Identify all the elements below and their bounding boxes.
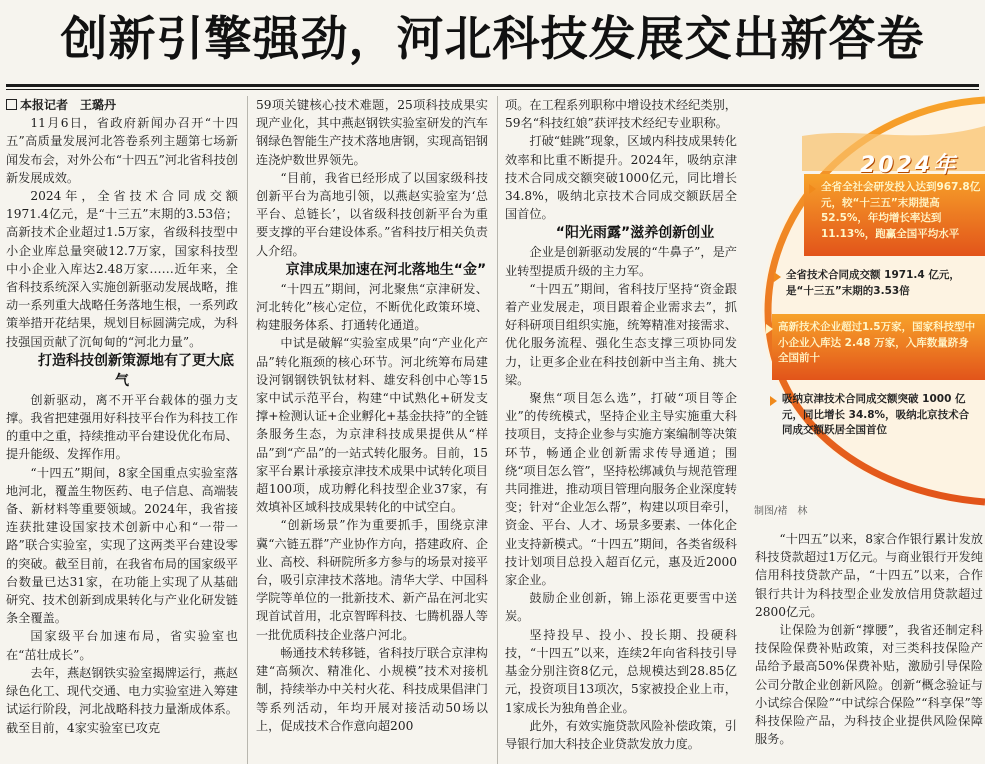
paragraph: 鼓励企业创新，锦上添花更要雪中送炭。 xyxy=(505,591,737,624)
infographic-item-text: 高新技术企业超过1.5万家，国家科技型中小企业入库达 2.48 万家，入库数量跻身全国前十 xyxy=(778,321,976,364)
section-subhead: 打造科技创新策源地有了更大底气 xyxy=(38,352,234,389)
paragraph: “创新场景”作为重要抓手，围绕京津冀“六链五群”产业协作方向，搭建政府、企业、高校、科研院所多方参与的场景对接平台，吸引京津技术落地。清华大学、中国科学院等单位的一批新技术、新产品在河北实现首试首用，北京智晖科技、七腾机器人等一批优质科技企业落户河北。 xyxy=(256,518,488,642)
paragraph: 2024年，全省技术合同成交额1971.4亿元，是“十三五”末期的3.53倍；高新技术企业超过1.5万家，省级科技型中小企业库总量突破12.7万家，国家科技型中小企业入库达2.48万家……近年来，全省科技系统深入实施创新驱动发展战略，推动一系列重大战略任务落地生根，一系列政策举措开花结果，规划目标圆满完成，为科技强国贡献了沉甸甸的“河北力量”。 xyxy=(6,189,238,349)
paragraph: 让保险为创新“撑腰”，我省还制定科技保险保费补贴政策，对三类科技保险产品给予最高50%保费补贴，激励引导保险公司分散企业创新风险。创新“概念验证与小试综合保险”“中试综合保险”“科享保”等科技保险产品，为科技企业提供风险保障服务。 xyxy=(755,623,983,747)
infographic-credit: 制图/褚 林 xyxy=(754,506,808,516)
article-column-1 xyxy=(6,96,238,764)
paragraph: “十四五”期间，河北聚焦“京津研发、河北转化”核心定位，不断优化政策环境、构建服务体系、打通转化通道。 xyxy=(256,281,488,333)
bullet-triangle-icon xyxy=(770,396,777,406)
paragraph: 企业是创新驱动发展的“牛鼻子”，是产业转型提质升级的主力军。 xyxy=(505,245,737,278)
section-subhead: 京津成果加速在河北落地生“金” xyxy=(285,261,487,278)
bullet-triangle-icon xyxy=(809,184,816,194)
infographic-item-2 xyxy=(786,268,978,299)
paragraph: 中试是破解“实验室成果”向“产业化产品”转化瓶颈的核心环节。河北统筹布局建设河钢钢铁钒钛材料、雄安科创中心等15家中试示范平台，构建“中试熟化+研发支撑+检测认证+企业孵化+基金扶持”的全链条服务生态，为京津科技成果提供从“样品”到“产品”的一站式转化服务。目前，15家平台累计承接京津技术成果中试转化项目超100项，成功孵化科技型企业37家，有效填补区域科技成果转化的中试空白。 xyxy=(256,336,488,515)
infographic-item-text: 吸纳京津技术合同成交额突破 1000 亿元，同比增长 34.8%，吸纳北京技术合同成交额跃居全国首位 xyxy=(782,393,970,436)
column-divider xyxy=(247,96,248,764)
infographic-item-3 xyxy=(778,320,978,367)
bullet-triangle-icon xyxy=(766,324,773,334)
paragraph: 59项关键核心技术难题，25项科技成果实现产业化，其中燕赵钢铁实验室研发的汽车钢绿色智能生产技术落地唐钢，实现高铝钢连浇炉数世界领先。 xyxy=(256,98,488,167)
article-column-3 xyxy=(505,96,737,764)
infographic-item-1 xyxy=(821,180,981,242)
infographic xyxy=(742,96,985,516)
paragraph: “目前，我省已经形成了以国家级科技创新平台为高地引领，以燕赵实验室为‘总平台、总链长’，以省级科技创新平台为重要支撑的平台建设体系。”省科技厅相关负责人介绍。 xyxy=(256,170,488,258)
byline xyxy=(6,96,238,114)
headline-rule xyxy=(6,84,979,87)
byline-box-icon xyxy=(6,99,17,110)
paragraph: 畅通技术转移链，省科技厅联合京津构建“高频次、精准化、小规模”技术对接机制，持续举办中关村火花、科技成果倡津门等系列活动，年均开展对接活动50场以上，促成技术合作意向超200 xyxy=(256,645,488,733)
paragraph: 国家级平台加速布局，省实验室也在“茁壮成长”。 xyxy=(6,629,238,662)
paragraph: 11月6日，省政府新闻办召开“十四五”高质量发展河北答卷系列主题第七场新闻发布会，对外公布“十四五”河北省科技创新发展成效。 xyxy=(6,116,238,185)
paragraph: “十四五”期间，省科技厅坚持“资金跟着产业发展走，项目跟着企业需求去”，抓好科研项目组织实施，统筹精准对接需求、优化服务流程、强化生态支撑三项协同发力，让更多企业在科技创新中当主角、挑大梁。 xyxy=(505,281,737,387)
infographic-item-text: 全省技术合同成交额 1971.4 亿元，是“十三五”末期的3.53倍 xyxy=(786,269,960,297)
paragraph: 项。在工程系列职称中增设技术经纪类别，59名“科技红娘”获评技术经纪专业职称。 xyxy=(505,98,737,131)
infographic-year: 2024年 xyxy=(860,153,959,178)
paragraph: 坚持投早、投小、投长期、投硬科技，“十四五”以来，连续2年向省科技引导基金分别注资8亿元，总规模达到28.85亿元，投资项目13项次，5家被投企业上市，1家成长为独角兽企业。 xyxy=(505,627,737,715)
paragraph: “十四五”期间，8家全国重点实验室落地河北，覆盖生物医药、电子信息、高端装备、新材料等重要领域。2024年，我省接连获批建设国家技术创新中心和“一带一路”联合实验室，实现了这两类平台建设零的突破。截至目前，在我省布局的国家级平台数量已达31家，在功能上实现了从基础研究、技术创新到成果转化与产业化研发链条全覆盖。 xyxy=(6,465,238,626)
article-column-2 xyxy=(256,96,488,764)
headline-rule-thin xyxy=(6,89,979,90)
paragraph: 此外，有效实施贷款风险补偿政策，引导银行加大科技企业贷款发放力度。 xyxy=(505,718,737,751)
byline-text: 本报记者 王璐丹 xyxy=(20,98,117,112)
infographic-item-text: 全省全社会研发投入达到967.8亿元，较“十三五”末期提高52.5%，年均增长率达到11.13%，跑赢全国平均水平 xyxy=(821,181,981,240)
paragraph: “十四五”以来，8家合作银行累计发放科技贷款超过1万亿元。与商业银行开发纯信用科技贷款产品，“十四五”以来，合作银行共计为科技型企业发放信用贷款超过2800亿元。 xyxy=(755,532,983,619)
paragraph: 打破“蛙跳”现象，区域内科技成果转化效率和比重不断提升。2024年，吸纳京津技术合同成交额突破1000亿元，同比增长34.8%，吸纳北京技术合同成交额跃居全国首位。 xyxy=(505,134,737,222)
column-divider xyxy=(497,96,498,764)
article-column-4 xyxy=(755,530,983,764)
headline: 创新引擎强劲，河北科技发展交出新答卷 xyxy=(60,12,925,67)
section-subhead: “阳光雨露”滋养创新创业 xyxy=(555,225,715,242)
paragraph: 去年，燕赵钢铁实验室揭牌运行，燕赵绿色化工、现代交通、电力实验室进入筹建试运行阶段，河北战略科技力量渐成体系。截至目前，4家实验室已攻克 xyxy=(6,665,238,735)
infographic-item-4 xyxy=(782,392,978,439)
paragraph: 聚焦“项目怎么选”，打破“项目等企业”的传统模式，坚持企业主导实施重大科技项目，支持企业参与实施方案编制等决策环节，畅通企业创新需求传导通道；围绕“项目怎么管”，坚持松绑减负与规范管理共同推进，推动项目管理向服务企业深度转变；针对“企业怎么帮”，构建以项目牵引，资金、平台、人才、场景多要素、一体化企业支持新模式。“十四五”期间，各类省级科技计划项目总投入超百亿元，惠及近2000家企业。 xyxy=(505,391,737,588)
paragraph: 创新驱动，离不开平台载体的强力支撑。我省把建强用好科技平台作为科技工作的重中之重，持续推动平台建设优化布局、提升能级、发挥作用。 xyxy=(6,392,238,462)
bullet-triangle-icon xyxy=(774,272,781,282)
